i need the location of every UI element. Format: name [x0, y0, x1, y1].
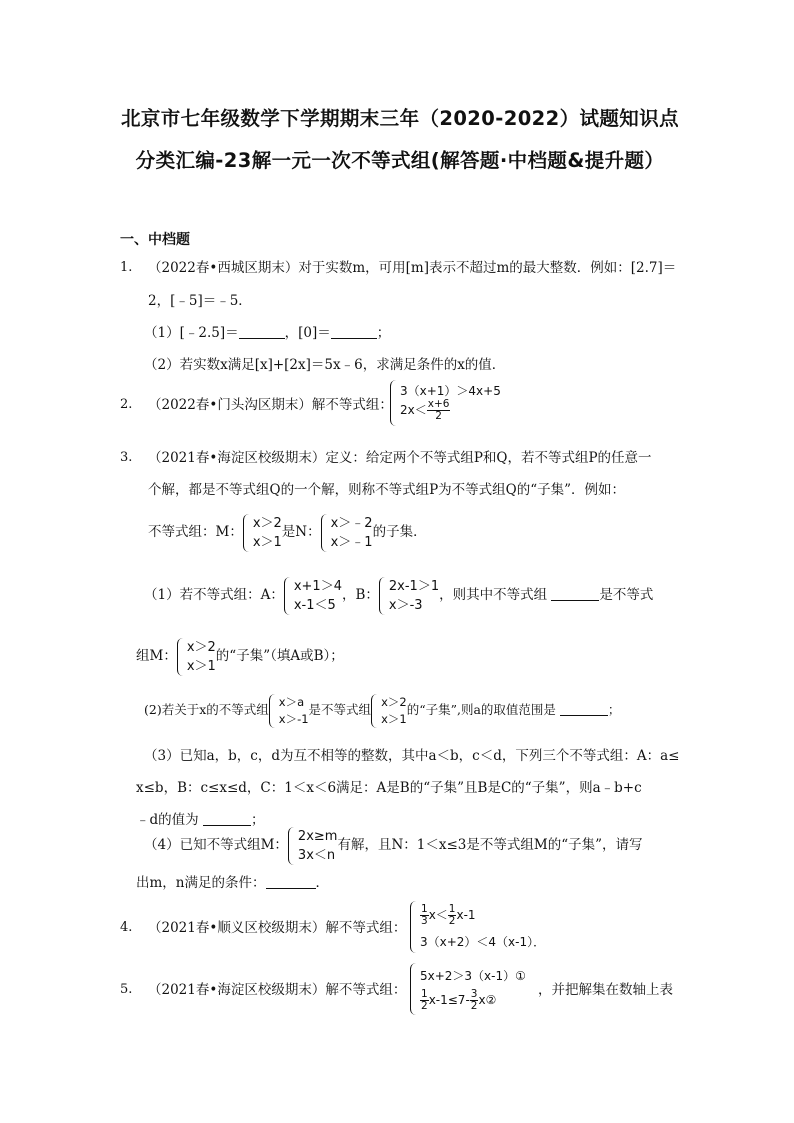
- question-5-system: 5x+2＞3（x-1）① $\frac{1}{2}$ x-1≤7- $\frac{3}{2}$ x②: [410, 963, 526, 1015]
- answer-blank[interactable]: [551, 586, 599, 601]
- answer-blank[interactable]: [239, 324, 285, 339]
- question-3-part-1-cont: 组M： x＞2 x＞1 的“子集”（填A或B）；: [136, 639, 344, 674]
- brace-icon: [288, 827, 295, 865]
- question-3-line-1: （2021春•海淀区校级期末）定义：给定两个不等式组P和Q，若不等式组P的任意一: [148, 450, 652, 466]
- question-2-text: （2022春•门头沟区期末）解不等式组：: [148, 397, 393, 413]
- question-3-part-4-line-2: 出m，n满足的条件： ．: [136, 875, 329, 891]
- brace-icon: [269, 694, 276, 728]
- question-3-part-4: （4）已知不等式组M： 2x≥m 3x＜n 有解，且N：1＜x≤3是不等式组M的“子集”，请写: [144, 828, 643, 863]
- question-5-tail: ，并把解集在数轴上表: [538, 982, 673, 998]
- brace-icon: [177, 638, 184, 676]
- brace-icon: [371, 694, 378, 728]
- question-3-example: 不等式组：M： x＞2 x＞1 是N： x＞﹣2 x＞﹣1 的子集．: [148, 515, 427, 550]
- question-4-text: （2021春•顺义区校级期末）解不等式组：: [148, 920, 407, 936]
- brace-icon: [243, 514, 250, 552]
- answer-blank[interactable]: [560, 701, 608, 716]
- document-title-line-1: 北京市七年级数学下学期期末三年（2020-2022）试题知识点: [120, 107, 680, 130]
- question-5-number: 5.: [120, 982, 133, 997]
- question-4-system: $\frac{1}{3}$ x＜ $\frac{1}{2}$ x-1 3（x+2）＜4（x-1）．: [410, 901, 545, 953]
- section-heading: 一、中档题: [120, 232, 190, 248]
- question-3-part-1: （1）若不等式组：A： x+1＞4 x-1＜5 ，B： 2x-1＞1 x＞-3 ，则其中不等式组 是不等式: [144, 578, 654, 613]
- question-1-number: 1.: [120, 260, 133, 275]
- document-title-line-2: 分类汇编-23解一元一次不等式组(解答题·中档题&提升题）: [135, 149, 665, 172]
- question-1-line-2: 2，[﹣5]＝﹣5．: [148, 293, 252, 309]
- question-1-line-1: （2022春•西城区期末）对于实数m，可用[m]表示不超过m的最大整数．例如：[2.7]＝: [148, 260, 677, 276]
- question-3-part-3-line-2: x≤b，B：c≤x≤d，C：1＜x＜6满足：A是B的“子集”且B是C的“子集”，则a﹣b+c: [136, 780, 642, 796]
- answer-blank[interactable]: [203, 811, 251, 826]
- question-2-system: 3（x+1）＞4x+5 2x＜ $\frac{x+6}{2}$: [390, 380, 501, 426]
- brace-icon: [321, 514, 328, 552]
- question-3-number: 3.: [120, 450, 133, 465]
- question-3-part-2: (2)若关于x的不等式组 x＞a x＞-1 是不等式组 x＞2 x＞1 的“子集”,则a的取值范围是 ；: [144, 694, 621, 726]
- question-3-part-3-line-1: （3）已知a，b，c，d为互不相等的整数，其中a＜b，c＜d，下列三个不等式组：A：a≤: [144, 748, 680, 764]
- answer-blank[interactable]: [266, 874, 316, 889]
- brace-icon: [410, 901, 417, 953]
- brace-icon: [390, 380, 397, 426]
- brace-icon: [410, 963, 417, 1015]
- question-5-text: （2021春•海淀区校级期末）解不等式组：: [148, 982, 407, 998]
- brace-icon: [284, 577, 291, 615]
- question-3-line-2: 个解，都是不等式组Q的一个解，则称不等式组P为不等式组Q的“子集”．例如：: [148, 482, 626, 498]
- question-1-part-1: （1）[﹣2.5]＝ ，[0]＝ ；: [144, 325, 391, 341]
- answer-blank[interactable]: [331, 324, 377, 339]
- question-4-number: 4.: [120, 920, 133, 935]
- brace-icon: [379, 577, 386, 615]
- question-3-part-3-line-3: ﹣d的值为 ；: [136, 812, 265, 828]
- question-1-part-2: （2）若实数x满足[x]+[2x]＝5x﹣6，求满足条件的x的值．: [144, 357, 506, 373]
- question-2-number: 2.: [120, 397, 133, 412]
